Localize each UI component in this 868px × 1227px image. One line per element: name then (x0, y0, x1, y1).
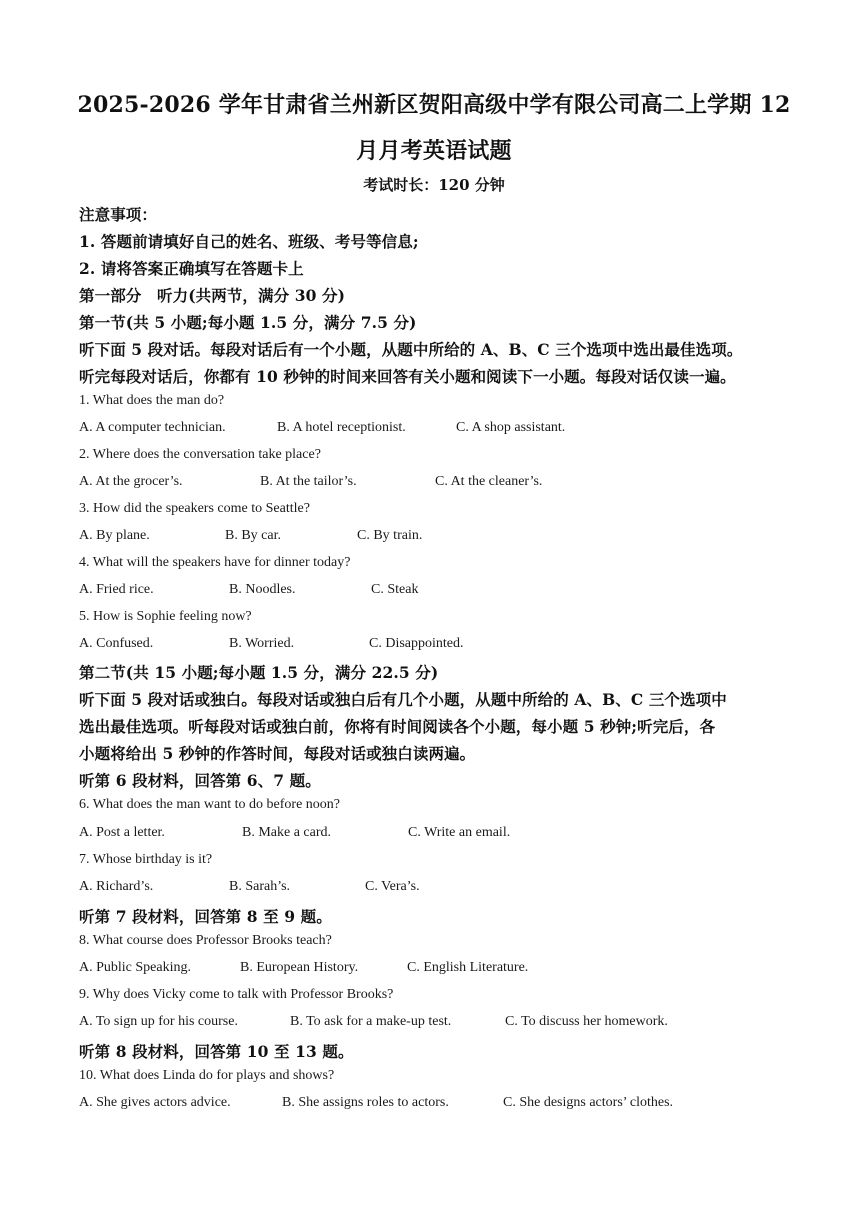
option-b: B. Noodles. (229, 582, 296, 597)
question-1: 1. What does the man do? (79, 393, 225, 408)
option-a: A. To sign up for his course. (79, 1014, 238, 1029)
passage-7-heading: 听第 7 段材料，回答第 8 至 9 题。 (79, 907, 332, 926)
option-a: A. By plane. (79, 528, 150, 543)
option-c: C. English Literature. (407, 960, 529, 975)
title-line-2: 月月考英语试题 (356, 138, 512, 164)
question-4: 4. What will the speakers have for dinner today? (79, 555, 351, 570)
option-b: B. Sarah’s. (229, 879, 291, 894)
notes-item-1: 1. 答题前请填好自己的姓名、班级、考号等信息; (79, 232, 419, 251)
question-6: 6. What does the man want to do before noon? (79, 797, 341, 812)
option-c: C. Steak (371, 582, 419, 597)
exam-time: 考试时长：120 分钟 (363, 176, 505, 194)
section-2-heading: 第二节(共 15 小题;每小题 1.5 分，满分 22.5 分) (79, 663, 439, 682)
question-9: 9. Why does Vicky come to talk with Professor Brooks? (79, 987, 394, 1002)
option-b: B. To ask for a make-up test. (290, 1014, 452, 1029)
section-1-instruction-1: 听下面 5 段对话。每段对话后有一个小题，从题中所给的 A、B、C 三个选项中选出最佳选项。 (79, 340, 743, 359)
option-a: A. At the grocer’s. (79, 474, 183, 489)
option-a: A. A computer technician. (79, 420, 226, 435)
part-1-heading: 第一部分 听力(共两节，满分 30 分) (79, 286, 346, 305)
option-b: B. Worried. (229, 636, 295, 651)
option-b: B. A hotel receptionist. (277, 420, 406, 435)
question-10: 10. What does Linda do for plays and shows? (79, 1068, 335, 1083)
option-c: C. At the cleaner’s. (435, 474, 543, 489)
question-3: 3. How did the speakers come to Seattle? (79, 501, 310, 516)
passage-6-heading: 听第 6 段材料，回答第 6、7 题。 (79, 771, 321, 790)
question-2: 2. Where does the conversation take place? (79, 447, 321, 462)
question-7: 7. Whose birthday is it? (79, 852, 213, 867)
option-c: C. Disappointed. (369, 636, 464, 651)
option-b: B. By car. (225, 528, 281, 543)
notes-heading: 注意事项： (79, 205, 158, 224)
option-b: B. Make a card. (242, 825, 332, 840)
option-a: A. Richard’s. (79, 879, 154, 894)
section-2-instruction-3: 小题将给出 5 秒钟的作答时间，每段对话或独白读两遍。 (79, 744, 476, 763)
section-1-instruction-2: 听完每段对话后，你都有 10 秒钟的时间来回答有关小题和阅读下一小题。每段对话仅读一遍。 (79, 367, 736, 386)
option-a: A. Confused. (79, 636, 154, 651)
option-c: C. Vera’s. (365, 879, 420, 894)
option-b: B. She assigns roles to actors. (282, 1095, 449, 1110)
notes-item-2: 2. 请将答案正确填写在答题卡上 (79, 259, 304, 278)
passage-8-heading: 听第 8 段材料，回答第 10 至 13 题。 (79, 1042, 354, 1061)
option-a: A. She gives actors advice. (79, 1095, 231, 1110)
option-c: C. Write an email. (408, 825, 511, 840)
option-c: C. To discuss her homework. (505, 1014, 668, 1029)
question-8: 8. What course does Professor Brooks teach? (79, 933, 332, 948)
section-1-heading: 第一节(共 5 小题;每小题 1.5 分，满分 7.5 分) (79, 313, 417, 332)
option-c: C. She designs actors’ clothes. (503, 1095, 674, 1110)
option-c: C. A shop assistant. (456, 420, 566, 435)
section-2-instruction-2: 选出最佳选项。听每段对话或独白前，你将有时间阅读各个小题，每小题 5 秒钟;听完后，各 (79, 717, 716, 736)
option-c: C. By train. (357, 528, 423, 543)
option-a: A. Public Speaking. (79, 960, 191, 975)
question-5: 5. How is Sophie feeling now? (79, 609, 252, 624)
option-b: B. European History. (240, 960, 359, 975)
section-2-instruction-1: 听下面 5 段对话或独白。每段对话或独白后有几个小题，从题中所给的 A、B、C 三个选项中 (79, 690, 727, 709)
option-a: A. Fried rice. (79, 582, 154, 597)
title-line-1: 2025-2026 学年甘肃省兰州新区贺阳高级中学有限公司高二上学期 12 (77, 92, 791, 118)
option-a: A. Post a letter. (79, 825, 165, 840)
option-b: B. At the tailor’s. (260, 474, 357, 489)
